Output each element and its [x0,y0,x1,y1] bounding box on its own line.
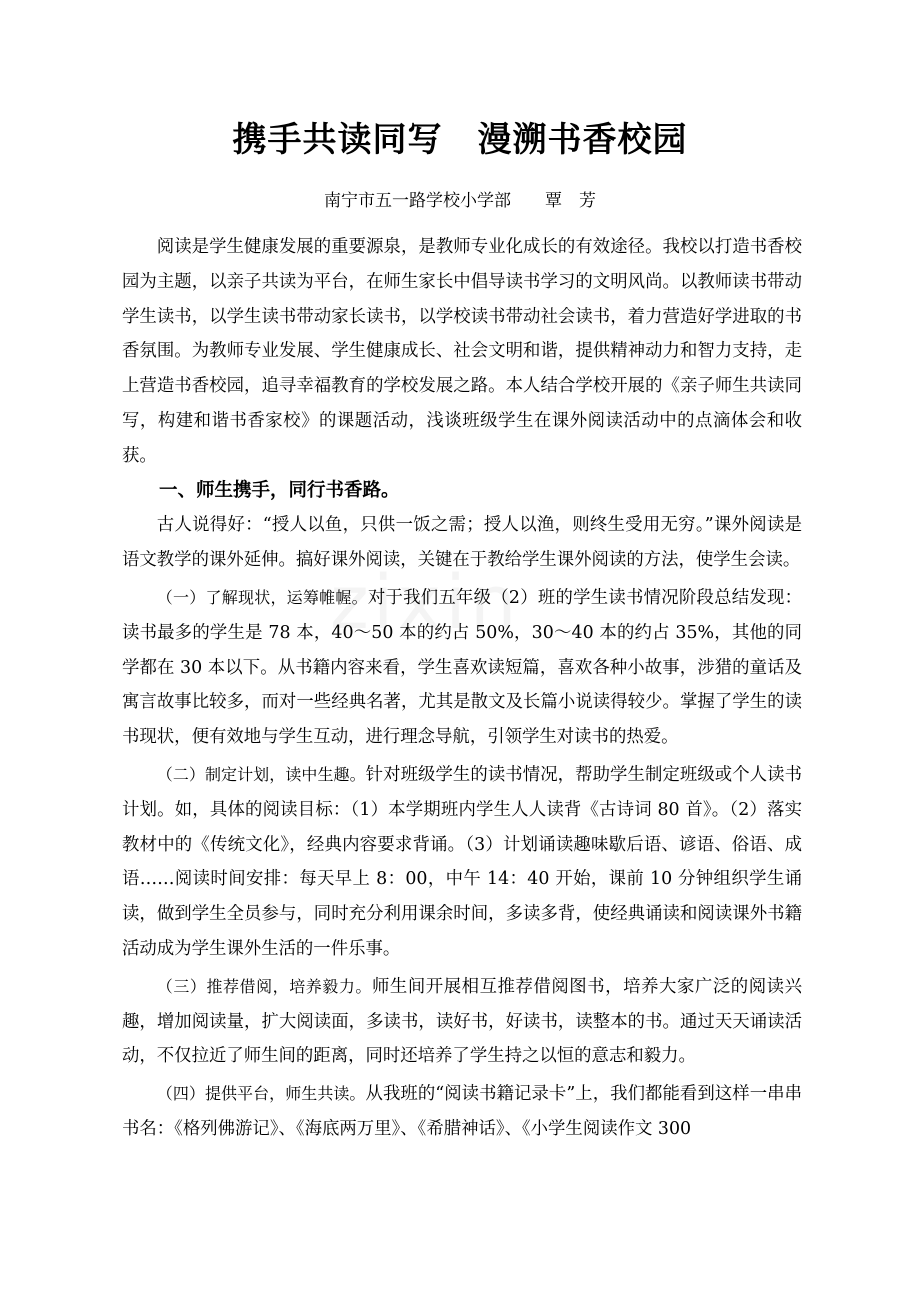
subsection-1 [122,581,802,755]
quote-paragraph: 古人说得好：“授人以鱼，只供一饭之需；授人以渔，则终生受用无穷。”课外阅读是语文教学的课外延伸。搞好课外阅读，关键在于教给学生课外阅读的方法，使学生会读。 [122,515,802,571]
subsection-1-lead: （一）了解现状，运筹帷幄。 [156,587,368,607]
subsection-2-lead: （二）制定计划，读中生趣。 [156,764,366,784]
section-heading-1: 一、师生携手，同行书香路。 [159,479,400,501]
subsection-1-text: 对于我们五年级（2）班的学生读书情况阶段总结发现：读书最多的学生是 78 本，40～50 本的约占 50%，30～40 本的约占 35%，其他的同学都在 30 本以下。从书籍内容来看，学生喜欢读短篇，喜欢各种小故事，涉猎的童话及寓言故事比较多，而对一些经典名著，尤其是散文及长篇小说读得较少。掌握了学生的读书现状，便有效地与学生互动，进行理念导航，引领学生对读书的热爱。 [122,587,802,748]
subsection-3-lead: （三）推荐借阅，培养毅力。 [156,976,372,996]
subsection-2-text: 针对班级学生的读书情况，帮助学生制定班级或个人读书计划。如，具体的阅读目标：（1）本学期班内学生人人读背《古诗词 80 首》。（2）落实教材中的《传统文化》，经典内容要求背诵。（3）计划诵读趣味歇后语、谚语、俗语、成语……阅读时间安排：每天早上 8：00，中午 14：40 开始，课前 10 分钟组织学生诵读，做到学生全员参与，同时充分利用课余时间，多读多背，使经典诵读和阅读课外书籍活动成为学生课外生活的一件乐事。 [122,764,802,959]
subsection-4-text: 从我班的“阅读书籍记录卡”上，我们都能看到这样一串串书名：《格列佛游记》、《海底两万里》、《希腊神话》、《小学生阅读作文 300 [122,1084,802,1139]
intro-paragraph: 阅读是学生健康发展的重要源泉，是教师专业化成长的有效途径。我校以打造书香校园为主题，以亲子共读为平台，在师生家长中倡导读书学习的文明风尚。以教师读书带动学生读书，以学生读书带动家长读书，以学校读书带动社会读书，着力营造好学进取的书香氛围。为教师专业发展、学生健康成长、社会文明和谐，提供精神动力和智力支持，走上营造书香校园，追寻幸福教育的学校发展之路。本人结合学校开展的《亲子师生共读同写，构建和谐书香家校》的课题活动，浅谈班级学生在课外阅读活动中的点滴体会和收获。 [122,237,802,466]
document-body [122,230,802,1147]
subsection-4-lead: （四）提供平台，师生共读。 [156,1084,366,1104]
document-title: 携手共读同写 漫溯书香校园 [232,120,688,160]
author-line: 南宁市五一路学校小学部 覃 芳 [324,191,596,211]
subsection-3-text: 师生间开展相互推荐借阅图书，培养大家广泛的阅读兴趣，增加阅读量，扩大阅读面，多读书，读好书，好读书，读整本的书。通过天天诵读活动，不仅拉近了师生间的距离，同时还培养了学生持之以恒的意志和毅力。 [122,976,802,1067]
subsection-2 [122,758,802,967]
subsection-3 [122,970,802,1074]
subsection-4 [122,1077,802,1147]
